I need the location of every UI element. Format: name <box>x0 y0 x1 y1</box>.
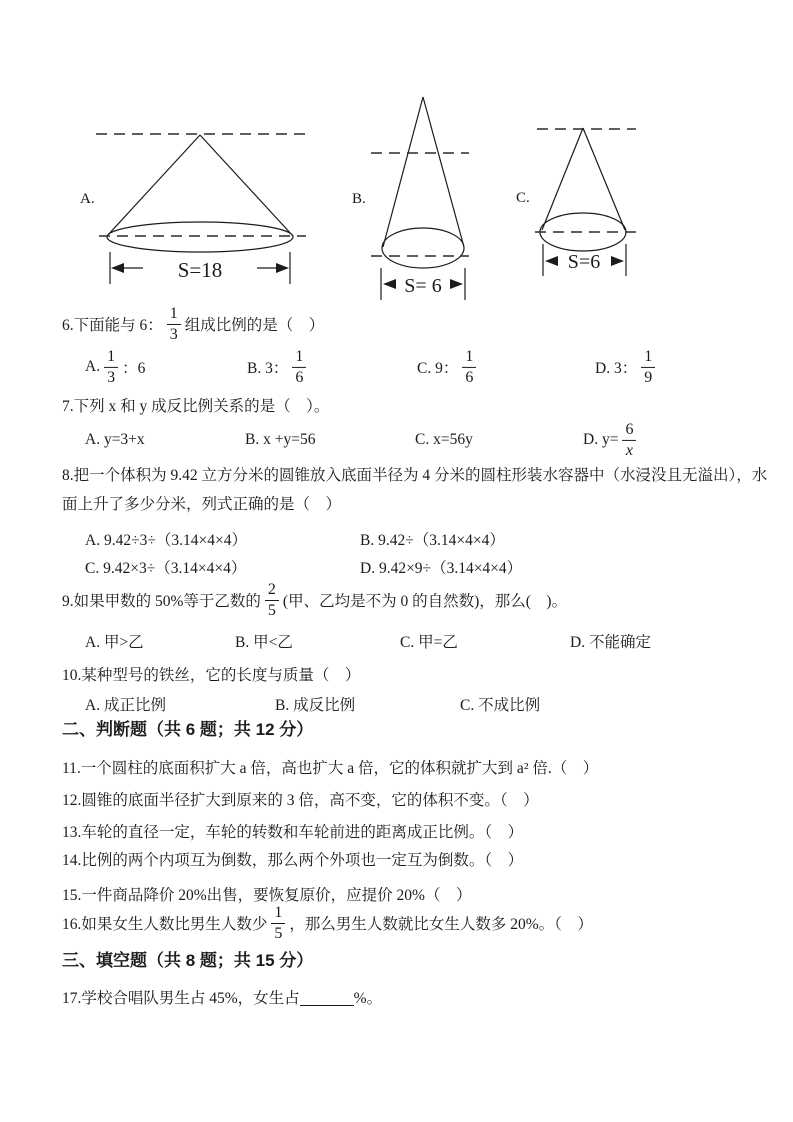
question-6-options <box>0 345 793 389</box>
option-a-post: ：6 <box>122 360 146 377</box>
fraction-one-third <box>104 348 118 386</box>
section-3-header: 三、填空题（共 8 题；共 15 分） <box>62 951 314 970</box>
fraction-denominator: 9 <box>644 368 653 386</box>
question-12-stem: 12.圆锥的底面半径扩大到原来的 3 倍，高不变，它的体积不变。（ ） <box>62 792 539 809</box>
fraction-one-sixth <box>462 348 476 386</box>
question-7-options <box>0 418 793 462</box>
section-2-header: 二、判断题（共 6 题；共 12 分） <box>62 720 314 739</box>
fraction-numerator: 1 <box>641 348 655 368</box>
question-10-stem: 10.某种型号的铁丝，它的长度与质量（ ） <box>62 667 361 684</box>
question-16-stem-post: ，那么男生人数就比女生人数多 20%。（ ） <box>289 916 593 933</box>
option-a: A. 9.42÷3÷（3.14×4×4） <box>85 532 247 549</box>
option-a: A. 甲>乙 <box>85 634 144 651</box>
question-17-stem <box>62 989 382 1009</box>
option-b-pre: B. 3： <box>247 360 289 377</box>
question-14-stem: 14.比例的两个内项互为倒数，那么两个外项也一定互为倒数。（ ） <box>62 852 524 869</box>
question-8-options-row1 <box>0 531 793 553</box>
option-c <box>417 348 480 386</box>
cone-b-figure <box>352 97 469 300</box>
question-9-stem-post: (甲、乙均是不为 0 的自然数)，那么( )。 <box>282 593 568 610</box>
question-9-options <box>0 633 793 655</box>
fraction-denominator: 3 <box>107 368 116 386</box>
option-d-pre: D. y= <box>583 431 619 448</box>
option-b: B. 甲<乙 <box>235 634 293 651</box>
fraction-one-third <box>167 305 181 343</box>
cone-a-label: A. <box>80 191 95 207</box>
fraction-denominator: 6 <box>295 368 304 386</box>
option-c: C. x=56y <box>415 431 473 448</box>
option-a: A. y=3+x <box>85 431 145 448</box>
question-16-stem-pre: 16.如果女生人数比男生人数少 <box>62 916 268 933</box>
question-6-stem-post: 组成比例的是（ ） <box>184 317 325 334</box>
option-d: D. 9.42×9÷（3.14×4×4） <box>360 560 523 577</box>
cone-b-measure: S= 6 <box>404 275 442 297</box>
option-c: C. 9.42×3÷（3.14×4×4） <box>85 560 247 577</box>
fraction-numerator: 1 <box>462 348 476 368</box>
fraction-one-ninth <box>641 348 655 386</box>
fraction-numerator: 2 <box>265 581 279 601</box>
question-17-stem-post: %。 <box>353 990 383 1007</box>
option-b: B. x +y=56 <box>245 431 316 448</box>
question-9-stem <box>62 578 567 622</box>
option-b: B. 9.42÷（3.14×4×4） <box>360 532 505 549</box>
fraction-one-fifth <box>271 904 285 942</box>
fraction-one-sixth <box>292 348 306 386</box>
option-a: A. 成正比例 <box>85 697 166 714</box>
option-c: C. 不成比例 <box>460 697 541 714</box>
fraction-denominator: 5 <box>274 924 283 942</box>
option-d <box>583 421 640 459</box>
question-10-options <box>0 696 793 718</box>
cone-c-label: C. <box>516 190 530 206</box>
question-7-stem: 7.下列 x 和 y 成反比例关系的是（ ）。 <box>62 398 330 415</box>
fraction-numerator: 1 <box>292 348 306 368</box>
question-8-stem-line1: 8.把一个体积为 9.42 立方分米的圆锥放入底面半径为 4 分米的圆柱形装水容器中（水浸没且无溢出），水 <box>62 467 768 484</box>
fraction-numerator: 1 <box>271 904 285 924</box>
option-d-pre: D. 3： <box>595 360 638 377</box>
question-9-stem-pre: 9.如果甲数的 50%等于乙数的 <box>62 593 261 610</box>
cone-a-measure: S=18 <box>177 258 223 282</box>
option-b: B. 成反比例 <box>275 697 356 714</box>
fraction-denominator: 5 <box>267 601 276 619</box>
cone-c-measure: S=6 <box>567 251 601 273</box>
option-a <box>85 348 145 386</box>
fraction-two-fifths <box>265 581 279 619</box>
question-6-stem <box>62 302 324 346</box>
fraction-denominator: x <box>625 441 633 459</box>
question-6-stem-pre: 6.下面能与 6： <box>62 317 163 334</box>
fraction-numerator: 1 <box>167 305 181 325</box>
cone-b-label: B. <box>352 191 366 207</box>
cone-diagrams <box>0 0 793 310</box>
question-15-stem: 15.一件商品降价 20%出售，要恢复原价，应提价 20%（ ） <box>62 887 472 904</box>
option-a-pre: A. <box>85 358 101 375</box>
fraction-denominator: 3 <box>169 325 178 343</box>
question-8-stem-line2: 面上升了多少分米，列式正确的是（ ） <box>62 496 342 513</box>
option-c: C. 甲=乙 <box>400 634 458 651</box>
question-16-stem <box>62 901 593 945</box>
option-d <box>595 348 659 386</box>
option-d: D. 不能确定 <box>570 634 651 651</box>
cone-a-figure <box>80 134 310 284</box>
question-17-stem-pre: 17.学校合唱队男生占 45%，女生占 <box>62 990 300 1007</box>
fraction-denominator: 6 <box>465 368 474 386</box>
option-b <box>247 348 310 386</box>
question-11-stem: 11.一个圆柱的底面积扩大 a 倍，高也扩大 a 倍，它的体积就扩大到 a² 倍.（ ） <box>62 760 599 777</box>
fraction-numerator: 1 <box>104 348 118 368</box>
answer-blank <box>300 991 354 1006</box>
fraction-numerator: 6 <box>622 421 636 441</box>
question-13-stem: 13.车轮的直径一定，车轮的转数和车轮前进的距离成正比例。（ ） <box>62 824 524 841</box>
cone-c-figure <box>516 128 638 276</box>
fraction-six-over-x <box>622 421 636 459</box>
option-c-pre: C. 9： <box>417 360 459 377</box>
